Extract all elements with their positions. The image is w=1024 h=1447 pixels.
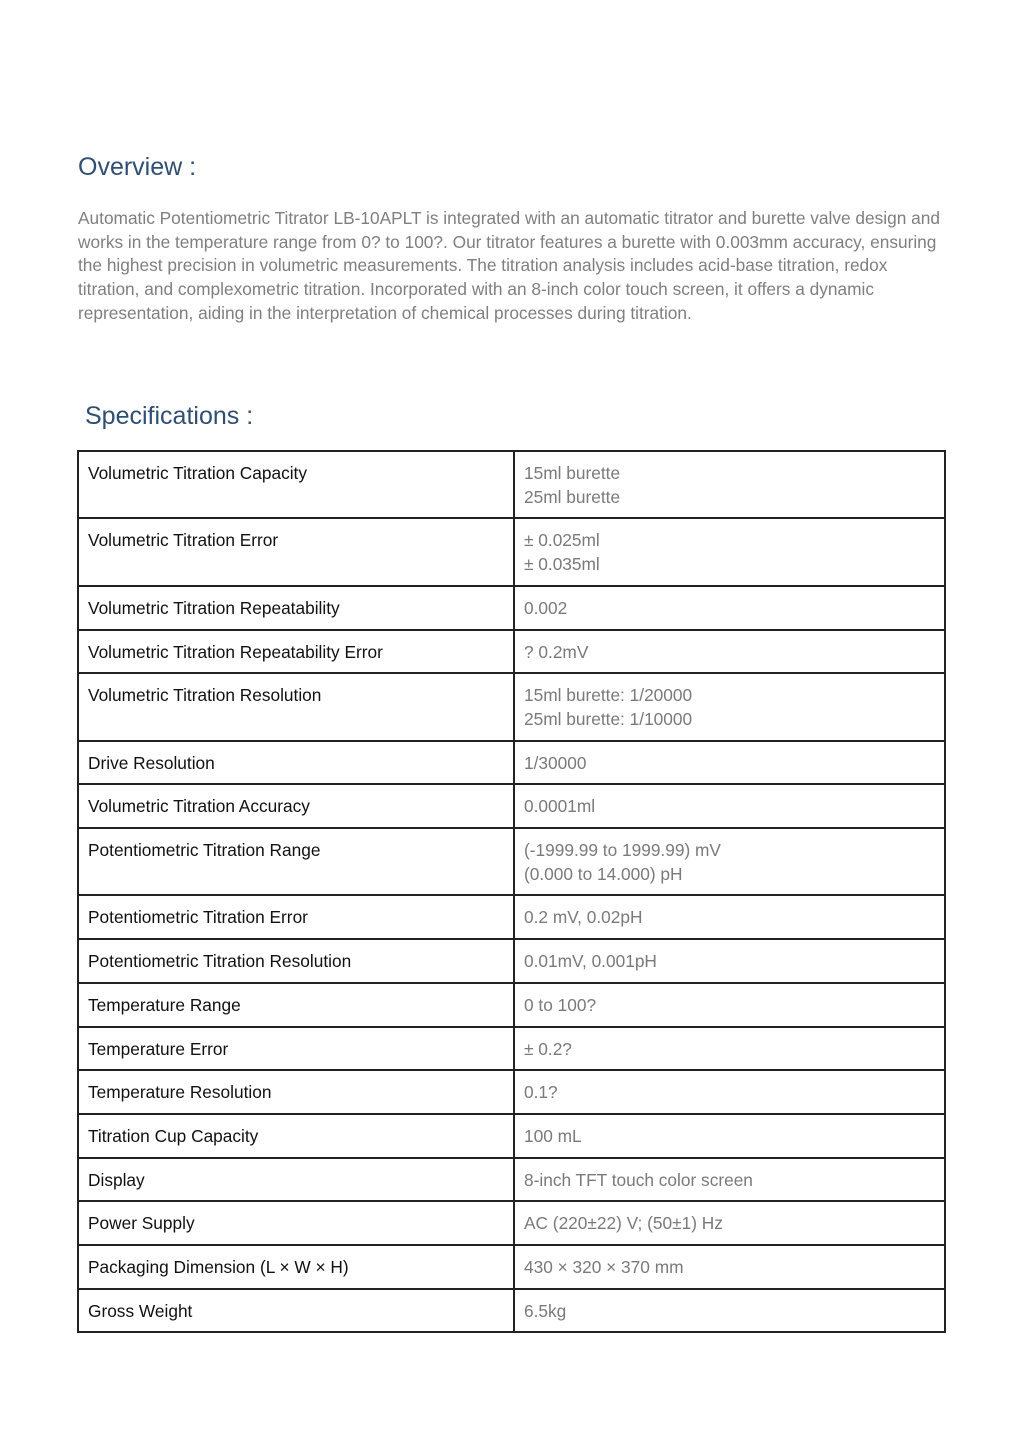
- table-row: [78, 895, 945, 939]
- spec-parameter: Volumetric Titration Accuracy: [78, 784, 514, 828]
- spec-value-cell: [514, 630, 945, 674]
- spec-value: ? 0.2mV: [524, 641, 589, 662]
- spec-parameter: Drive Resolution: [78, 741, 514, 785]
- spec-value: 25ml burette: [524, 486, 621, 507]
- spec-value: 430 × 320 × 370 mm: [524, 1257, 684, 1278]
- spec-value: 0.01mV, 0.001pH: [524, 951, 657, 972]
- spec-parameter: Volumetric Titration Resolution: [78, 673, 514, 740]
- spec-parameter: Volumetric Titration Error: [78, 518, 514, 585]
- spec-value-cell: [514, 983, 945, 1027]
- spec-value-cell: [514, 1289, 945, 1333]
- table-row: [78, 1289, 945, 1333]
- spec-value: 0 to 100?: [524, 994, 597, 1015]
- table-row: [78, 741, 945, 785]
- spec-value-cell: [514, 1201, 945, 1245]
- spec-value-cell: [514, 784, 945, 828]
- specifications-table-body: [78, 451, 945, 1332]
- specifications-table: [77, 450, 946, 1333]
- spec-value: (-1999.99 to 1999.99) mV: [524, 840, 721, 861]
- spec-parameter: Titration Cup Capacity: [78, 1114, 514, 1158]
- overview-paragraph: Automatic Potentiometric Titrator LB-10APLT is integrated with an automatic titrator and burette valve design and works in the temperature range from 0? to 100?. Our titrator features a burette with 0.003mm accuracy, ensuring the highest precision in volumetric measurements. The titration analysis includes acid-base titration, redox titration, and complexometric titration. Incorporated with an 8-inch color touch screen, it offers a dynamic representation, aiding in the interpretation of chemical processes during titration.: [78, 208, 940, 323]
- spec-value-cell: [514, 1070, 945, 1114]
- spec-value: 0.002: [524, 597, 568, 618]
- table-row: [78, 586, 945, 630]
- spec-value: 25ml burette: 1/10000: [524, 708, 693, 729]
- spec-value: 15ml burette: 1/20000: [524, 685, 693, 706]
- table-row: [78, 673, 945, 740]
- spec-value-cell: [514, 895, 945, 939]
- spec-value: ± 0.2?: [524, 1038, 572, 1059]
- overview-heading: Overview :: [78, 153, 197, 181]
- table-row: [78, 451, 945, 518]
- spec-value-cell: [514, 518, 945, 585]
- spec-value-cell: [514, 828, 945, 895]
- spec-parameter: Volumetric Titration Repeatability: [78, 586, 514, 630]
- spec-value-cell: [514, 451, 945, 518]
- spec-parameter: Potentiometric Titration Error: [78, 895, 514, 939]
- spec-value-cell: [514, 673, 945, 740]
- table-row: [78, 784, 945, 828]
- spec-parameter: Temperature Range: [78, 983, 514, 1027]
- spec-value: 1/30000: [524, 752, 587, 773]
- spec-parameter: Volumetric Titration Repeatability Error: [78, 630, 514, 674]
- spec-value: 8-inch TFT touch color screen: [524, 1169, 753, 1190]
- table-row: [78, 1201, 945, 1245]
- spec-parameter: Temperature Error: [78, 1027, 514, 1071]
- table-row: [78, 1245, 945, 1289]
- spec-parameter: Potentiometric Titration Range: [78, 828, 514, 895]
- spec-parameter: Volumetric Titration Capacity: [78, 451, 514, 518]
- spec-parameter: Temperature Resolution: [78, 1070, 514, 1114]
- spec-value: 6.5kg: [524, 1300, 567, 1321]
- spec-value: ± 0.035ml: [524, 554, 600, 575]
- spec-value-cell: [514, 741, 945, 785]
- spec-value-cell: [514, 939, 945, 983]
- table-row: [78, 939, 945, 983]
- spec-value: ± 0.025ml: [524, 530, 600, 551]
- spec-value-cell: [514, 1158, 945, 1202]
- spec-value-cell: [514, 1027, 945, 1071]
- table-row: [78, 1070, 945, 1114]
- spec-value: 15ml burette: [524, 463, 621, 483]
- table-row: [78, 983, 945, 1027]
- spec-parameter: Power Supply: [78, 1201, 514, 1245]
- table-row: [78, 828, 945, 895]
- table-row: [78, 630, 945, 674]
- spec-value-cell: [514, 1114, 945, 1158]
- spec-parameter: Packaging Dimension (L × W × H): [78, 1245, 514, 1289]
- spec-parameter: Display: [78, 1158, 514, 1202]
- table-row: [78, 1114, 945, 1158]
- spec-parameter: Gross Weight: [78, 1289, 514, 1333]
- table-row: [78, 1158, 945, 1202]
- spec-value-cell: [514, 586, 945, 630]
- spec-value: 0.0001ml: [524, 796, 596, 817]
- spec-value-cell: [514, 1245, 945, 1289]
- table-row: [78, 1027, 945, 1071]
- spec-value: 0.2 mV, 0.02pH: [524, 907, 643, 928]
- spec-value: AC (220±22) V; (50±1) Hz: [524, 1213, 723, 1234]
- specifications-heading: Specifications :: [85, 402, 254, 430]
- spec-value: (0.000 to 14.000) pH: [524, 863, 683, 884]
- spec-value: 100 mL: [524, 1125, 582, 1146]
- spec-value: 0.1?: [524, 1082, 558, 1103]
- table-row: [78, 518, 945, 585]
- spec-parameter: Potentiometric Titration Resolution: [78, 939, 514, 983]
